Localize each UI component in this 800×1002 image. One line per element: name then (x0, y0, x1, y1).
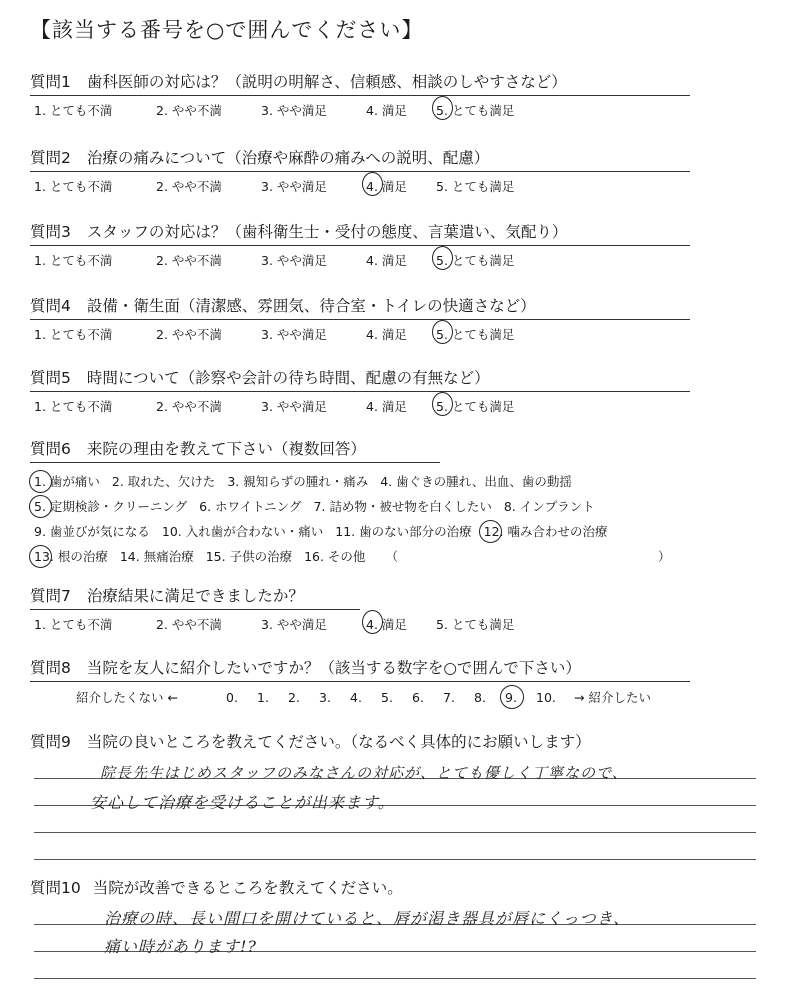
option-3[interactable]: 3. やや満足 (261, 399, 327, 414)
question-text: 歯科医師の対応は？（説明の明解さ、信頼感、相談のしやすさなど） (86, 73, 567, 91)
scale-7[interactable]: 7. (443, 690, 455, 705)
option-4-selected[interactable]: 4. 満足 (366, 615, 436, 633)
option-1[interactable]: 1. とても不満 (34, 399, 113, 414)
reason-12-selected[interactable]: 12. 噛み合わせの治療 (484, 519, 608, 544)
reason-3[interactable]: 3. 親知らずの腫れ・痛み (227, 474, 369, 489)
scale-2[interactable]: 2. (288, 690, 300, 705)
other-paren-close: ） (657, 549, 671, 564)
option-2[interactable]: 2. やや不満 (156, 327, 222, 342)
scale-left-label: 紹介したくない ← (76, 690, 178, 705)
option-1[interactable]: 1. とても不満 (34, 617, 113, 632)
scale-10[interactable]: 10. (536, 690, 556, 705)
option-1[interactable]: 1. とても不満 (34, 327, 113, 342)
reason-14[interactable]: 14. 無痛治療 (119, 549, 194, 564)
rating-options (30, 251, 770, 269)
option-5-selected[interactable]: 5. とても満足 (436, 251, 546, 269)
option-1[interactable]: 1. とても不満 (34, 179, 113, 194)
question-text: 当院の良いところを教えてください。（なるべく具体的にお願いします） (86, 733, 591, 751)
question-8 (30, 656, 770, 706)
scale-9-selected[interactable]: 9. (505, 690, 536, 705)
reason-10[interactable]: 10. 入れ歯が合わない・痛い (161, 524, 324, 539)
question-number: 質問5 (30, 369, 71, 387)
question-9-heading (30, 730, 770, 752)
question-2-heading (30, 146, 690, 172)
question-3-heading (30, 220, 690, 246)
option-3[interactable]: 3. やや満足 (261, 617, 327, 632)
option-5-selected[interactable]: 5. とても満足 (436, 325, 546, 343)
question-5-heading (30, 366, 690, 392)
rating-options (30, 615, 770, 633)
question-number: 質問7 (30, 587, 71, 605)
handwritten-answer-q9-line-1: 院長先生はじめスタッフのみなさんの対応が、とても優しく丁寧なので、 (100, 764, 628, 782)
rating-options (30, 101, 770, 119)
question-4-heading (30, 294, 690, 320)
option-2[interactable]: 2. やや不満 (156, 399, 222, 414)
option-4[interactable]: 4. 満足 (366, 253, 407, 268)
scale-1[interactable]: 1. (257, 690, 269, 705)
question-number: 質問2 (30, 149, 71, 167)
option-5[interactable]: 5. とても満足 (436, 179, 515, 194)
question-text: 治療結果に満足できましたか？ (86, 587, 304, 605)
scale-4[interactable]: 4. (350, 690, 362, 705)
other-paren-open: （ (385, 549, 398, 564)
question-number: 質問3 (30, 223, 71, 241)
question-10-heading (30, 876, 770, 898)
option-2[interactable]: 2. やや不満 (156, 617, 222, 632)
question-7-heading (30, 584, 360, 610)
scale-6[interactable]: 6. (412, 690, 424, 705)
scale-5[interactable]: 5. (381, 690, 393, 705)
question-text: 来院の理由を教えて下さい（複数回答） (86, 440, 366, 458)
question-number: 質問1 (30, 73, 71, 91)
option-4[interactable]: 4. 満足 (366, 103, 407, 118)
option-1[interactable]: 1. とても不満 (34, 103, 113, 118)
option-2[interactable]: 2. やや不満 (156, 179, 222, 194)
reason-13-selected[interactable]: 13. 根の治療 (34, 544, 108, 569)
reason-6[interactable]: 6. ホワイトニング (199, 499, 302, 514)
question-6-heading (30, 437, 440, 463)
reason-9[interactable]: 9. 歯並びが気になる (34, 524, 150, 539)
option-1[interactable]: 1. とても不満 (34, 253, 113, 268)
question-number: 質問8 (30, 659, 71, 677)
reason-11[interactable]: 11. 歯のない部分の治療 (335, 524, 472, 539)
reason-15[interactable]: 15. 子供の治療 (205, 549, 293, 564)
scale-right-label: → 紹介したい (574, 690, 651, 705)
question-3 (30, 220, 770, 269)
recommend-scale (30, 688, 770, 706)
option-3[interactable]: 3. やや満足 (261, 327, 327, 342)
question-number: 質問4 (30, 297, 71, 315)
question-number: 質問10 (30, 879, 81, 897)
reason-4[interactable]: 4. 歯ぐきの腫れ、出血、歯の動揺 (380, 474, 572, 489)
reason-1-selected[interactable]: 1. 歯が痛い (34, 469, 100, 494)
reason-options (30, 469, 770, 569)
option-3[interactable]: 3. やや満足 (261, 179, 327, 194)
reason-7[interactable]: 7. 詰め物・被せ物を白くしたい (313, 499, 492, 514)
reason-2[interactable]: 2. 取れた、欠けた (111, 474, 216, 489)
option-5-selected[interactable]: 5. とても満足 (436, 101, 546, 119)
question-text: 治療の痛みについて（治療や麻酔の痛みへの説明、配慮） (86, 149, 490, 167)
question-6 (30, 437, 770, 569)
option-2[interactable]: 2. やや不満 (156, 103, 222, 118)
option-5-selected[interactable]: 5. とても満足 (436, 397, 546, 415)
question-8-heading (30, 656, 690, 682)
reason-8[interactable]: 8. インプラント (503, 499, 595, 514)
rating-options (30, 177, 770, 195)
scale-3[interactable]: 3. (319, 690, 331, 705)
question-text: 当院が改善できるところを教えてください。 (92, 879, 403, 897)
question-10 (30, 876, 770, 898)
question-number: 質問6 (30, 440, 71, 458)
option-2[interactable]: 2. やや不満 (156, 253, 222, 268)
question-1 (30, 70, 770, 119)
handwritten-answer-q10-line-1: 治療の時、長い間口を開けていると、唇が渇き器具が唇にくっつき、 (104, 909, 631, 928)
reason-5-selected[interactable]: 5. 定期検診・クリーニング (34, 494, 187, 519)
question-number: 質問9 (30, 733, 71, 751)
answer-line (34, 833, 756, 860)
option-3[interactable]: 3. やや満足 (261, 253, 327, 268)
question-2 (30, 146, 770, 195)
form-title: 【該当する番号を○で囲んでください】 (30, 18, 424, 42)
question-text: スタッフの対応は？（歯科衛生士・受付の態度、言葉遣い、気配り） (86, 223, 568, 241)
handwritten-answer-q9-line-2: 安心して治療を受けることが出来ます。 (90, 793, 395, 812)
scale-8[interactable]: 8. (474, 690, 486, 705)
handwritten-answer-q10-line-2: 痛い時があります!? (104, 937, 258, 956)
question-1-heading (30, 70, 690, 96)
question-text: 設備・衛生面（清潔感、雰囲気、待合室・トイレの快適さなど） (86, 297, 536, 315)
question-text: 当院を友人に紹介したいですか？（該当する数字を○で囲んで下さい） (86, 659, 581, 677)
scale-0[interactable]: 0. (226, 690, 238, 705)
rating-options (30, 325, 770, 343)
question-4 (30, 294, 770, 343)
reason-16[interactable]: 16. その他 (304, 549, 366, 564)
rating-options (30, 397, 770, 415)
option-4-selected[interactable]: 4. 満足 (366, 177, 436, 195)
option-3[interactable]: 3. やや満足 (261, 103, 327, 118)
option-5[interactable]: 5. とても満足 (436, 617, 515, 632)
question-7 (30, 584, 770, 633)
question-text: 時間について（診察や会計の待ち時間、配慮の有無など） (86, 369, 490, 387)
question-5 (30, 366, 770, 415)
option-4[interactable]: 4. 満足 (366, 399, 407, 414)
option-4[interactable]: 4. 満足 (366, 327, 407, 342)
question-9 (30, 730, 770, 752)
